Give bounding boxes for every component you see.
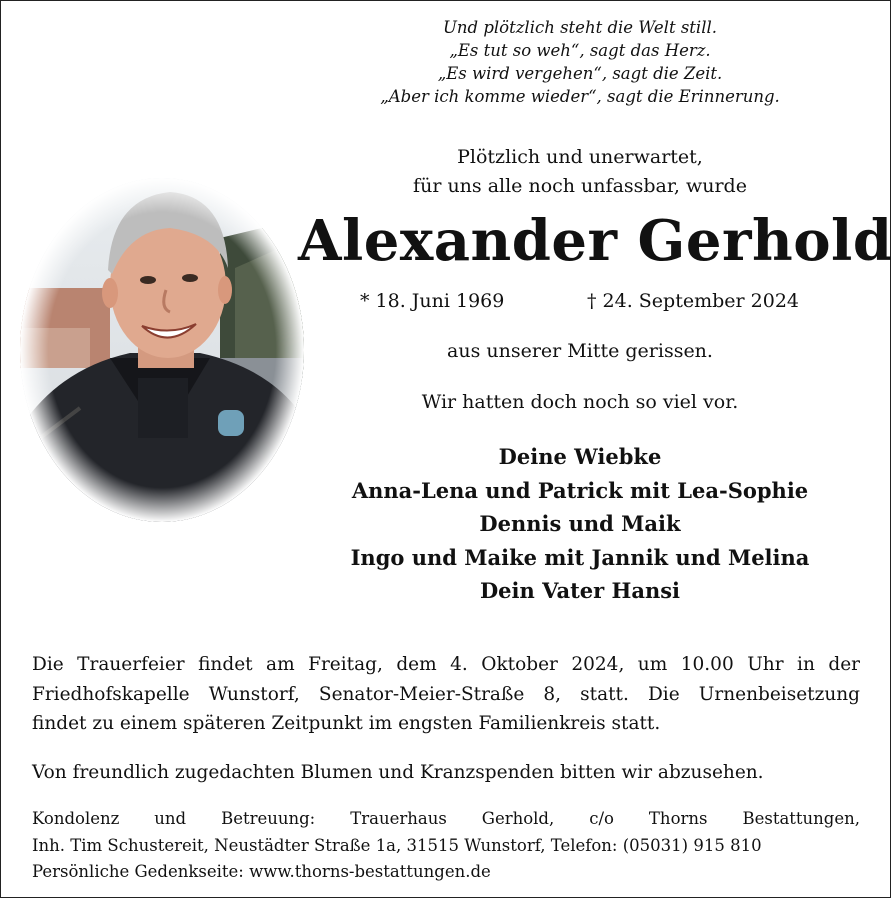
poem-line: „Es wird vergehen“, sagt die Zeit. <box>437 64 723 83</box>
family-member: Dennis und Maik <box>479 511 681 536</box>
mid-text-1: aus unserer Mitte gerissen. <box>447 340 713 362</box>
family-member: Deine Wiebke <box>498 444 662 469</box>
intro-text <box>300 143 860 201</box>
portrait-photo <box>20 178 304 522</box>
poem-line: Und plötzlich steht die Welt still. <box>442 18 718 37</box>
intro-line: für uns alle noch unfassbar, wurde <box>413 175 747 197</box>
family-list <box>300 440 860 608</box>
family-member: Anna-Lena und Patrick mit Lea-Sophie <box>351 477 809 503</box>
family-member: Ingo und Maike mit Jannik und Melina <box>350 544 810 570</box>
intro-line: Plötzlich und unerwartet, <box>457 146 703 168</box>
life-dates <box>300 290 860 316</box>
contact-info <box>32 806 860 886</box>
poem-line: „Es tut so weh“, sagt das Herz. <box>449 41 711 60</box>
family-member: Dein Vater Hansi <box>479 578 681 603</box>
funeral-line: Friedhofskapelle Wunstorf, Senator-Meier-Straße 8, statt. Die Urnenbeisetzung <box>32 683 860 705</box>
funeral-line: Die Trauerfeier findet am Freitag, dem 4. Oktober 2024, um 10.00 Uhr in der <box>32 654 860 675</box>
poem-line: „Aber ich komme wieder“, sagt die Erinnerung. <box>380 87 780 106</box>
contact-line: Inh. Tim Schustereit, Neustädter Straße 1a, 31515 Wunstorf, Telefon: (05031) 915 810 <box>32 835 762 855</box>
contact-line: Kondolenz und Betreuung: Trauerhaus Gerhold, c/o Thorns Bestattungen, <box>32 809 860 828</box>
poem <box>300 16 860 108</box>
flowers-note: Von freundlich zugedachten Blumen und Kranzspenden bitten wir abzusehen. <box>32 762 764 783</box>
mid-text-2: Wir hatten doch noch so viel vor. <box>421 391 739 413</box>
death-date: † 24. September 2024 <box>587 290 799 312</box>
birth-date: * 18. Juni 1969 <box>360 290 505 312</box>
deceased-name: Alexander Gerhold <box>298 208 893 274</box>
contact-line: Persönliche Gedenkseite: www.thorns-bestattungen.de <box>32 862 491 881</box>
funeral-line: findet zu einem späteren Zeitpunkt im engsten Familienkreis statt. <box>32 713 661 734</box>
funeral-info <box>32 650 860 739</box>
